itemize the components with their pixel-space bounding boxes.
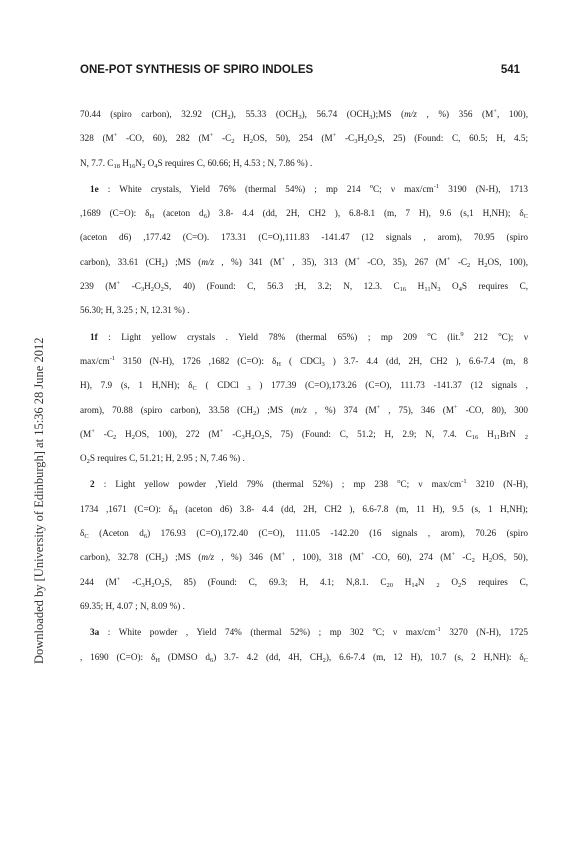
- text-line: , 1690 (C=O): $\delta_H$ (DMSO $d_6$) 3.7- 4.2 (dd, 4H, $CH_2$), 6.6-7.4 (m, 12 H), 10.7 (s, 2 H,NH): $\delta_C$: [80, 651, 528, 664]
- body-text: [80, 102, 528, 669]
- text-line: 1e : White crystals, Yield 76% (thermal 54%) ; mp 214 $^o$C; ν $\max/cm^{-1}$ 3190 (N-H), 1713: [90, 182, 528, 194]
- text-line: H), 7.9 (s, 1 H,NH); $\delta_C$ ( CDCl $_3$ ) 177.39 (C=O),173.26 (C=O), 111.73 -141.37 (12 signals ,: [80, 380, 528, 393]
- text-line: arom), 70.88 (spiro carbon), 33.58 $(CH_2)$ ;MS (m/z , %) 374 (M+ , 75), 346 (M+ -CO, 80), 300: [80, 403, 528, 417]
- text-line: $\max/cm^{-1}$ 3150 (N-H), 1726 ,1682 (C=O): $\delta_H$ ( CDCl$_3$ ) 3.7- 4.4 (dd, 2H, CH2 ), 6.6-7.4 (m, 8: [80, 354, 528, 368]
- text-line: (M+ $-C_2$ $H_2OS$, 100), 272 (M+ $-C_3H_2O_2S$, 75) (Found: C, 51.2; H, 2.9; N, 7.4. $C_{16}$ $H_{11}BrN$ $_2$: [80, 427, 528, 441]
- running-title: ONE-POT SYNTHESIS OF SPIRO INDOLES: [80, 64, 314, 76]
- text-line: ,1689 (C=O): $\delta_H$ (aceton $d_6$) 3.8- 4.4 (dd, 2H, CH2 ), 6.8-8.1 (m, 7 H), 9.6 (s,1 H,NH); $\delta_C$: [80, 208, 528, 221]
- page-number: 541: [500, 64, 520, 76]
- text-line: 56.30; H, 3.25 ; N, 12.31 %) .: [80, 305, 190, 316]
- text-line: (aceton d6) ,177.42 (C=O). 173.31 (C=O),111.83 -141.47 (12 signals , arom), 70.95 (spiro: [80, 232, 528, 243]
- text-line: 70.44 (spiro carbon), 32.92 $(CH_2)$, 55.33 $(OCH_3)$, 56.74 $(OCH_3);MS$ (m/z , %) 356 (M+, 100),: [80, 108, 528, 121]
- text-line: 239 (M+ $-C_3H_2O_2S$, 40) (Found: C, 56.3 ;H, 3.2; N, 12.3. $C_{16}$ $H_{11}N_3$ $O_4S$ requires C,: [80, 280, 528, 294]
- text-line: 244 (M+ $-C_3H_2O_2S$, 85) (Found: C, 69.3; H, 4.1; N,8.1. $C_{20}$ $H_{14}N$ $_2$ $O_2S$ requires C,: [80, 575, 528, 589]
- text-line: $\delta_C$ (Aceton $d_6$) 176.93 (C=O),172.40 (C=O), 111.05 -142.20 (16 signals , arom), 70.26 (spiro: [80, 528, 528, 541]
- running-header: [80, 64, 520, 80]
- text-line: 3a : White powder , Yield 74% (thermal 52%) ; mp 302 $^o$C; ν $\max/cm^{-1}$ 3270 (N-H), 1725: [90, 626, 528, 638]
- watermark-text: Downloaded by [University of Edinburgh] at 15:36 28 June 2012: [32, 337, 46, 664]
- text-line: 69.35; H, 4.07 ; N, 8.09 %) .: [80, 600, 185, 611]
- text-line: carbon), 32.78 $(CH_2)$ ;MS (m/z , %) 346 (M+ , 100), 318 (M+ -CO, 60), 274 (M+ $-C_2$ $H_2OS$, 50),: [80, 551, 528, 565]
- text-line: 1f : Light yellow crystals . Yield 78% (thermal 65%) ; mp 209 $^o$C (lit.$^9$ 212 $^o$C); ν: [90, 330, 528, 342]
- text-line: 328 (M+ -CO, 60), 282 (M+ $-C_2$ $H_2OS$, 50), 254 (M+ $-C_3H_2O_2S$, 25) (Found: C, 60.5; H, 4.5;: [80, 132, 528, 146]
- text-line: $O_2S$ requires C, 51.21; H, 2.95 ; N, 7.46 %) .: [80, 453, 245, 466]
- text-line: carbon), 33.61 $(CH_2)$ ;MS (m/z , %) 341 (M+ , 35), 313 (M+ -CO, 35), 267 (M+ $-C_2$ $H_2OS$, 100),: [80, 255, 528, 269]
- text-line: N, 7.7. $C_{18}$ $H_{16}N_2$ $O_4S$ requires C, 60.66; H, 4.53 ; N, 7.86 %) .: [80, 157, 313, 170]
- text-line: 2 : Light yellow powder ,Yield 79% (thermal 52%) ; mp 238 $^o$C; ν $\max/cm^{-1}$ 3210 (N-H),: [90, 478, 528, 490]
- text-line: 1734 ,1671 (C=O): $\delta_H$ (aceton d6) 3.8- 4.4 (dd, 2H, CH2 ), 6.6-7.8 (m, 11 H), 9.5 (s, 1 H,NH);: [80, 503, 528, 516]
